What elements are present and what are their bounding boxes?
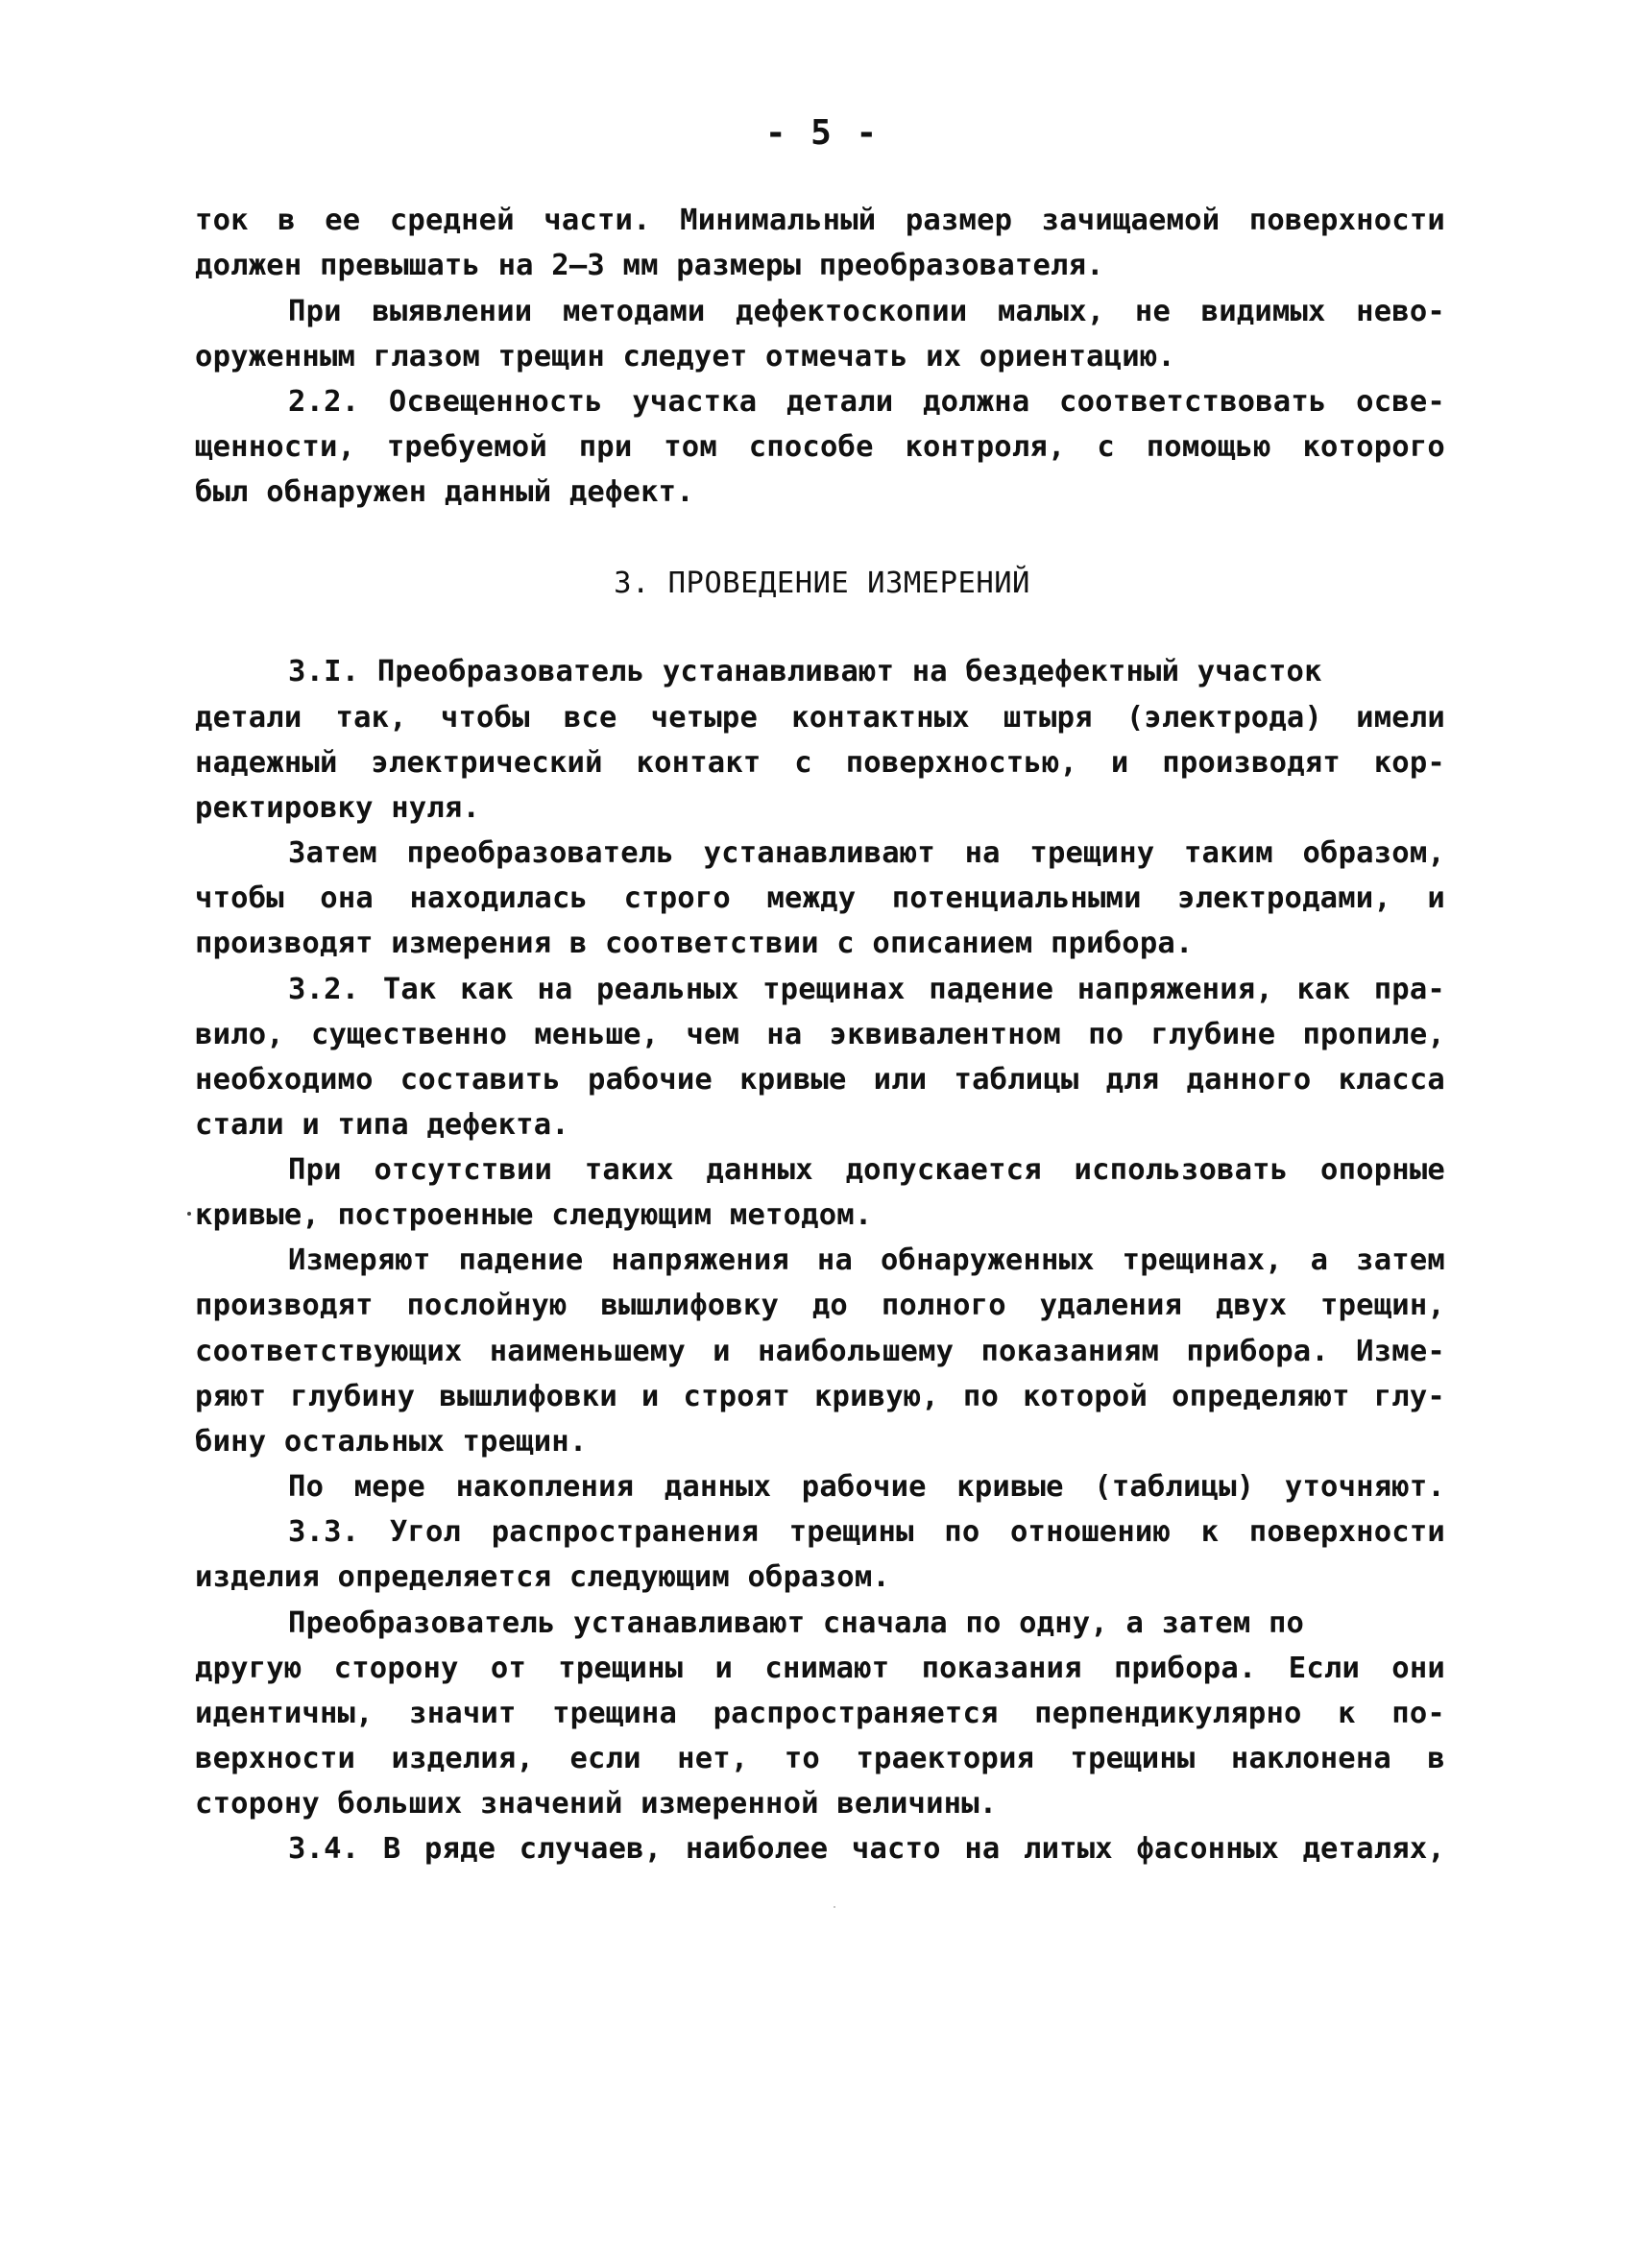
text-line: 3.2. Так как на реальных трещинах падение напряжения, как пра- — [288, 973, 1445, 1006]
page-number: - 5 - — [764, 113, 880, 153]
text-line: Измеряют падение напряжения на обнаруженных трещинах, а затем — [288, 1243, 1445, 1277]
text-line: ряют глубину вышлифовки и строят кривую, по которой определяют глу- — [195, 1380, 1445, 1413]
text-line: При выявлении методами дефектоскопии малых, не видимых нево- — [288, 295, 1445, 328]
text-line: 2.2. Освещенность участка детали должна соответствовать осве- — [288, 385, 1445, 419]
text-line: изделия определяется следующим образом. — [195, 1560, 890, 1594]
text-line: Затем преобразователь устанавливают на трещину таким образом, — [288, 836, 1445, 870]
text-line: производят послойную вышлифовку до полного удаления двух трещин, — [195, 1289, 1445, 1322]
text-line: верхности изделия, если нет, то траектория трещины наклонена в — [195, 1742, 1445, 1775]
text-line: щенности, требуемой при том способе контроля, с помощью которого — [195, 430, 1445, 464]
text-line: должен превышать на 2–3 мм размеры преобразователя. — [195, 249, 1104, 282]
text-line: надежный электрический контакт с поверхностью, и производят кор- — [195, 746, 1445, 780]
text-line: оруженным глазом трещин следует отмечать их ориентацию. — [195, 340, 1175, 374]
text-line: детали так, чтобы все четыре контактных штыря (электрода) имели — [195, 701, 1445, 735]
text-line: кривые, построенные следующим методом. — [195, 1198, 873, 1232]
text-line: При отсутствии таких данных допускается использовать опорные — [288, 1153, 1445, 1187]
scan-speck — [187, 1212, 191, 1216]
text-line: был обнаружен данный дефект. — [195, 475, 694, 509]
text-line: По мере накопления данных рабочие кривые (таблицы) уточняют. — [288, 1470, 1445, 1504]
text-line: 3.I. Преобразователь устанавливают на бездефектный участок — [288, 655, 1322, 688]
text-line: ректировку нуля. — [195, 791, 481, 825]
scan-speck — [834, 1906, 835, 1908]
text-line: стали и типа дефекта. — [195, 1108, 569, 1142]
text-line: производят измерения в соответствии с описанием прибора. — [195, 927, 1194, 960]
text-line: ток в ее средней части. Минимальный размер зачищаемой поверхности — [195, 204, 1445, 237]
text-line: соответствующих наименьшему и наибольшему показаниям прибора. Изме- — [195, 1335, 1445, 1368]
text-line: бину остальных трещин. — [195, 1425, 588, 1459]
text-line: 3.3. Угол распространения трещины по отношению к поверхности — [288, 1515, 1445, 1549]
text-line: Преобразователь устанавливают сначала по одну, а затем по — [288, 1606, 1305, 1640]
text-line: необходимо составить рабочие кривые или таблицы для данного класса — [195, 1063, 1445, 1097]
text-line: вило, существенно меньше, чем на эквивалентном по глубине пропиле, — [195, 1018, 1445, 1051]
text-line: другую сторону от трещины и снимают показания прибора. Если они — [195, 1652, 1445, 1685]
text-line: чтобы она находилась строго между потенциальными электродами, и — [195, 881, 1445, 915]
section-heading: 3. ПРОВЕДЕНИЕ ИЗМЕРЕНИЙ — [614, 567, 1030, 600]
text-line: идентичны, значит трещина распространяется перпендикулярно к по- — [195, 1697, 1445, 1730]
text-line: сторону больших значений измеренной величины. — [195, 1787, 998, 1821]
text-line: 3.4. В ряде случаев, наиболее часто на литых фасонных деталях, — [288, 1832, 1445, 1866]
